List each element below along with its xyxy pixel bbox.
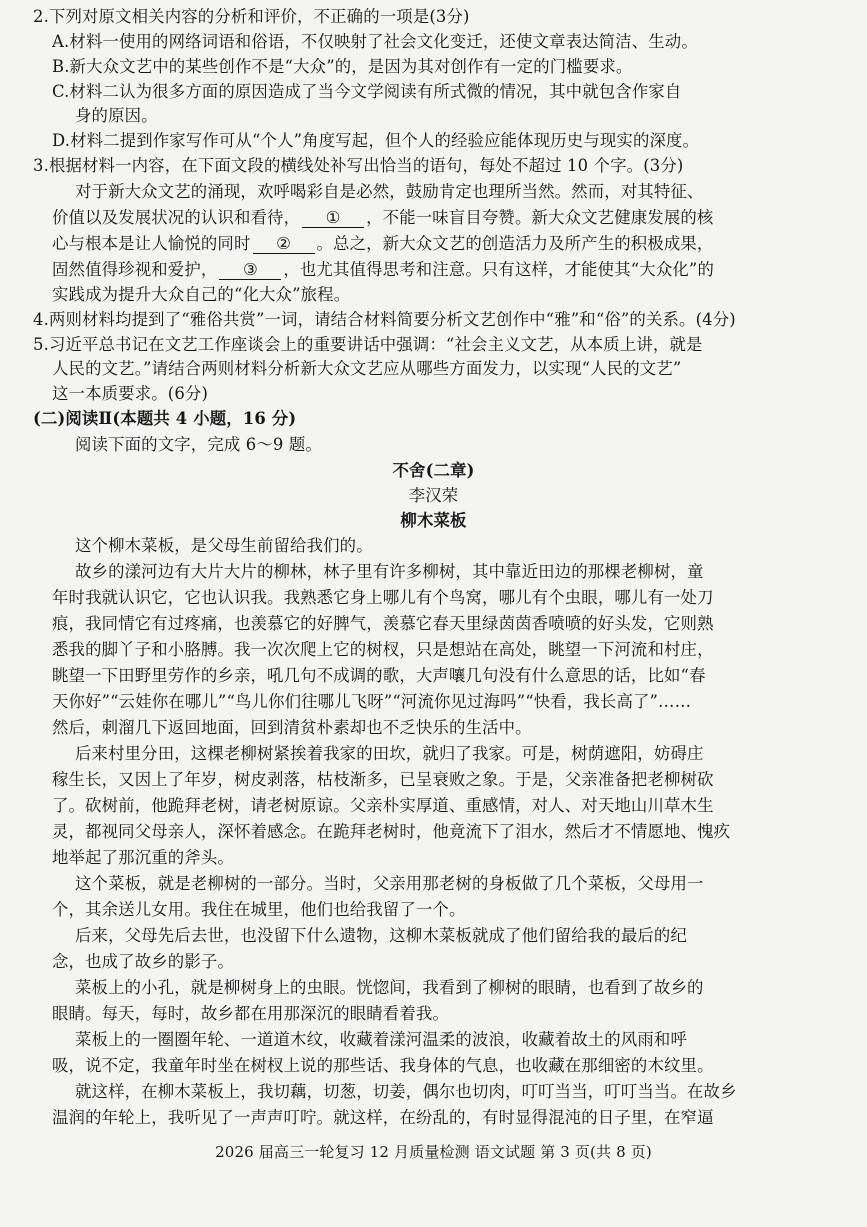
article-line: 个，其余送儿女用。我住在城里，他们也给我留了一个。 — [52, 900, 466, 919]
section-heading: (二)阅读Ⅱ(本题共 4 小题，16 分) — [33, 409, 297, 428]
q5-stem: 5.习近平总书记在文艺工作座谈会上的重要讲话中强调：“社会主义文艺，从本质上讲，就是 — [33, 335, 703, 354]
article-line: 念，也成了故乡的影子。 — [52, 952, 234, 971]
q2-option-c: C.材料二认为很多方面的原因造成了当今文学阅读有所式微的情况，其中就包含作家自 — [52, 82, 682, 101]
article-line: 年时我就认识它，它也认识我。我熟悉它身上哪儿有个鸟窝，哪儿有个虫眼，哪儿有一处刀 — [52, 588, 714, 607]
q3-passage-line: 心与根本是让人愉悦的同时 ② 。总之，新大众文艺的创造活力及所产生的积极成果， — [52, 234, 714, 253]
article-line: 这个柳木菜板，是父母生前留给我们的。 — [75, 536, 373, 555]
q3-passage-line: 固然值得珍视和爱护， ③ ，也尤其值得思考和注意。只有这样，才能使其“大众化”的 — [52, 260, 714, 279]
section-instruction: 阅读下面的文字，完成 6～9 题。 — [75, 435, 322, 454]
q2-option-d: D.材料二提到作家写作可从“个人”角度写起，但个人的经验应能体现历史与现实的深度。 — [52, 131, 700, 150]
q2-stem: 2.下列对原文相关内容的分析和评价，不正确的一项是(3分) — [33, 7, 470, 26]
article-line: 然后，刺溜几下返回地面，回到清贫朴素却也不乏快乐的生活中。 — [52, 718, 532, 737]
article-line: 温润的年轮上，我听见了一声声叮咛。就这样，在纷乱的，有时显得混沌的日子里，在窄逼 — [52, 1108, 714, 1127]
blank-2: ② — [253, 235, 315, 254]
article-subtitle: 柳木菜板 — [400, 511, 467, 530]
article-line: 眺望一下田野里劳作的乡亲，吼几句不成调的歌，大声嚷几句没有什么意思的话，比如“春 — [52, 666, 706, 685]
q4-stem: 4.两则材料均提到了“雅俗共赏”一词，请结合材料简要分析文艺创作中“雅”和“俗”的关系。(4分) — [33, 310, 736, 329]
article-line: 吸，说不定，我童年时坐在树杈上说的那些话、我身体的气息，也收藏在那细密的木纹里。 — [52, 1056, 714, 1075]
article-line: 稼生长，又因上了年岁，树皮剥落，枯枝渐多，已呈衰败之象。于是，父亲准备把老柳树砍 — [52, 770, 714, 789]
article-line: 痕，我同情它有过疼痛，也羡慕它的好脾气，羡慕它春天里绿茵茵香喷喷的好头发，它则熟 — [52, 614, 714, 633]
article-line: 菜板上的小孔，就是柳树身上的虫眼。恍惚间，我看到了柳树的眼睛，也看到了故乡的 — [75, 978, 704, 997]
article-line: 菜板上的一圈圈年轮、一道道木纹，收藏着漾河温柔的波浪，收藏着故土的风雨和呼 — [75, 1030, 688, 1049]
article-line: 了。砍树前，他跪拜老树，请老树原谅。父亲朴实厚道、重感情，对人、对天地山川草木生 — [52, 796, 714, 815]
blank-1: ① — [302, 209, 364, 228]
article-author: 李汉荣 — [408, 486, 459, 505]
article-line: 悉我的脚丫子和小胳膊。我一次次爬上它的树杈，只是想站在高处，眺望一下河流和村庄， — [52, 640, 714, 659]
article-line: 后来，父母先后去世，也没留下什么遗物，这柳木菜板就成了他们留给我的最后的纪 — [75, 926, 688, 945]
q3-passage-line: 价值以及发展状况的认识和看待， ① ，不能一味盲目夸赞。新大众文艺健康发展的核 — [52, 208, 714, 227]
article-line: 眼睛。每天，每时，故乡都在用那深沉的眼睛看着我。 — [52, 1004, 449, 1023]
blank-3: ③ — [219, 261, 281, 280]
q3-passage-line: 对于新大众文艺的涌现，欢呼喝彩自是必然，鼓励肯定也理所当然。然而，对其特征、 — [75, 182, 704, 201]
q5-stem-cont: 人民的文艺。”请结合两则材料分析新大众文艺应从哪些方面发力，以实现“人民的文艺” — [52, 359, 682, 378]
q3-stem: 3.根据材料一内容，在下面文段的横线处补写出恰当的语句，每处不超过 10 个字。(3分) — [33, 156, 684, 175]
q2-option-b: B.新大众文艺中的某些创作不是“大众”的，是因为其对创作有一定的门槛要求。 — [52, 57, 633, 76]
page-footer: 2026 届高三一轮复习 12 月质量检测 语文试题 第 3 页(共 8 页) — [215, 1143, 652, 1161]
q2-option-c-cont: 身的原因。 — [75, 106, 158, 125]
q5-stem-cont: 这一本质要求。(6分) — [52, 384, 208, 403]
q3-passage-line: 实践成为提升大众自己的“化大众”旅程。 — [52, 285, 351, 304]
article-line: 天你好”“云娃你在哪儿”“鸟儿你们往哪儿飞呀”“河流你见过海吗”“快看，我长高了”…… — [52, 692, 692, 711]
article-line: 就这样，在柳木菜板上，我切藕，切葱，切姜，偶尔也切肉，叮叮当当，叮叮当当。在故乡 — [75, 1082, 737, 1101]
q2-option-a: A.材料一使用的网络词语和俗语，不仅映射了社会文化变迁，还使文章表达简洁、生动。 — [52, 32, 698, 51]
article-line: 灵，都视同父母亲人，深怀着感念。在跪拜老树时，他竟流下了泪水，然后才不情愿地、愧疚 — [52, 822, 731, 841]
article-title: 不舍(二章) — [392, 461, 475, 480]
article-line: 这个菜板，就是老柳树的一部分。当时，父亲用那老树的身板做了几个菜板，父母用一 — [75, 874, 704, 893]
article-line: 后来村里分田，这棵老柳树紧挨着我家的田坎，就归了我家。可是，树荫遮阳，妨碍庄 — [75, 744, 704, 763]
article-line: 地举起了那沉重的斧头。 — [52, 848, 234, 867]
article-line: 故乡的漾河边有大片大片的柳林，林子里有许多柳树，其中靠近田边的那棵老柳树，童 — [75, 562, 704, 581]
